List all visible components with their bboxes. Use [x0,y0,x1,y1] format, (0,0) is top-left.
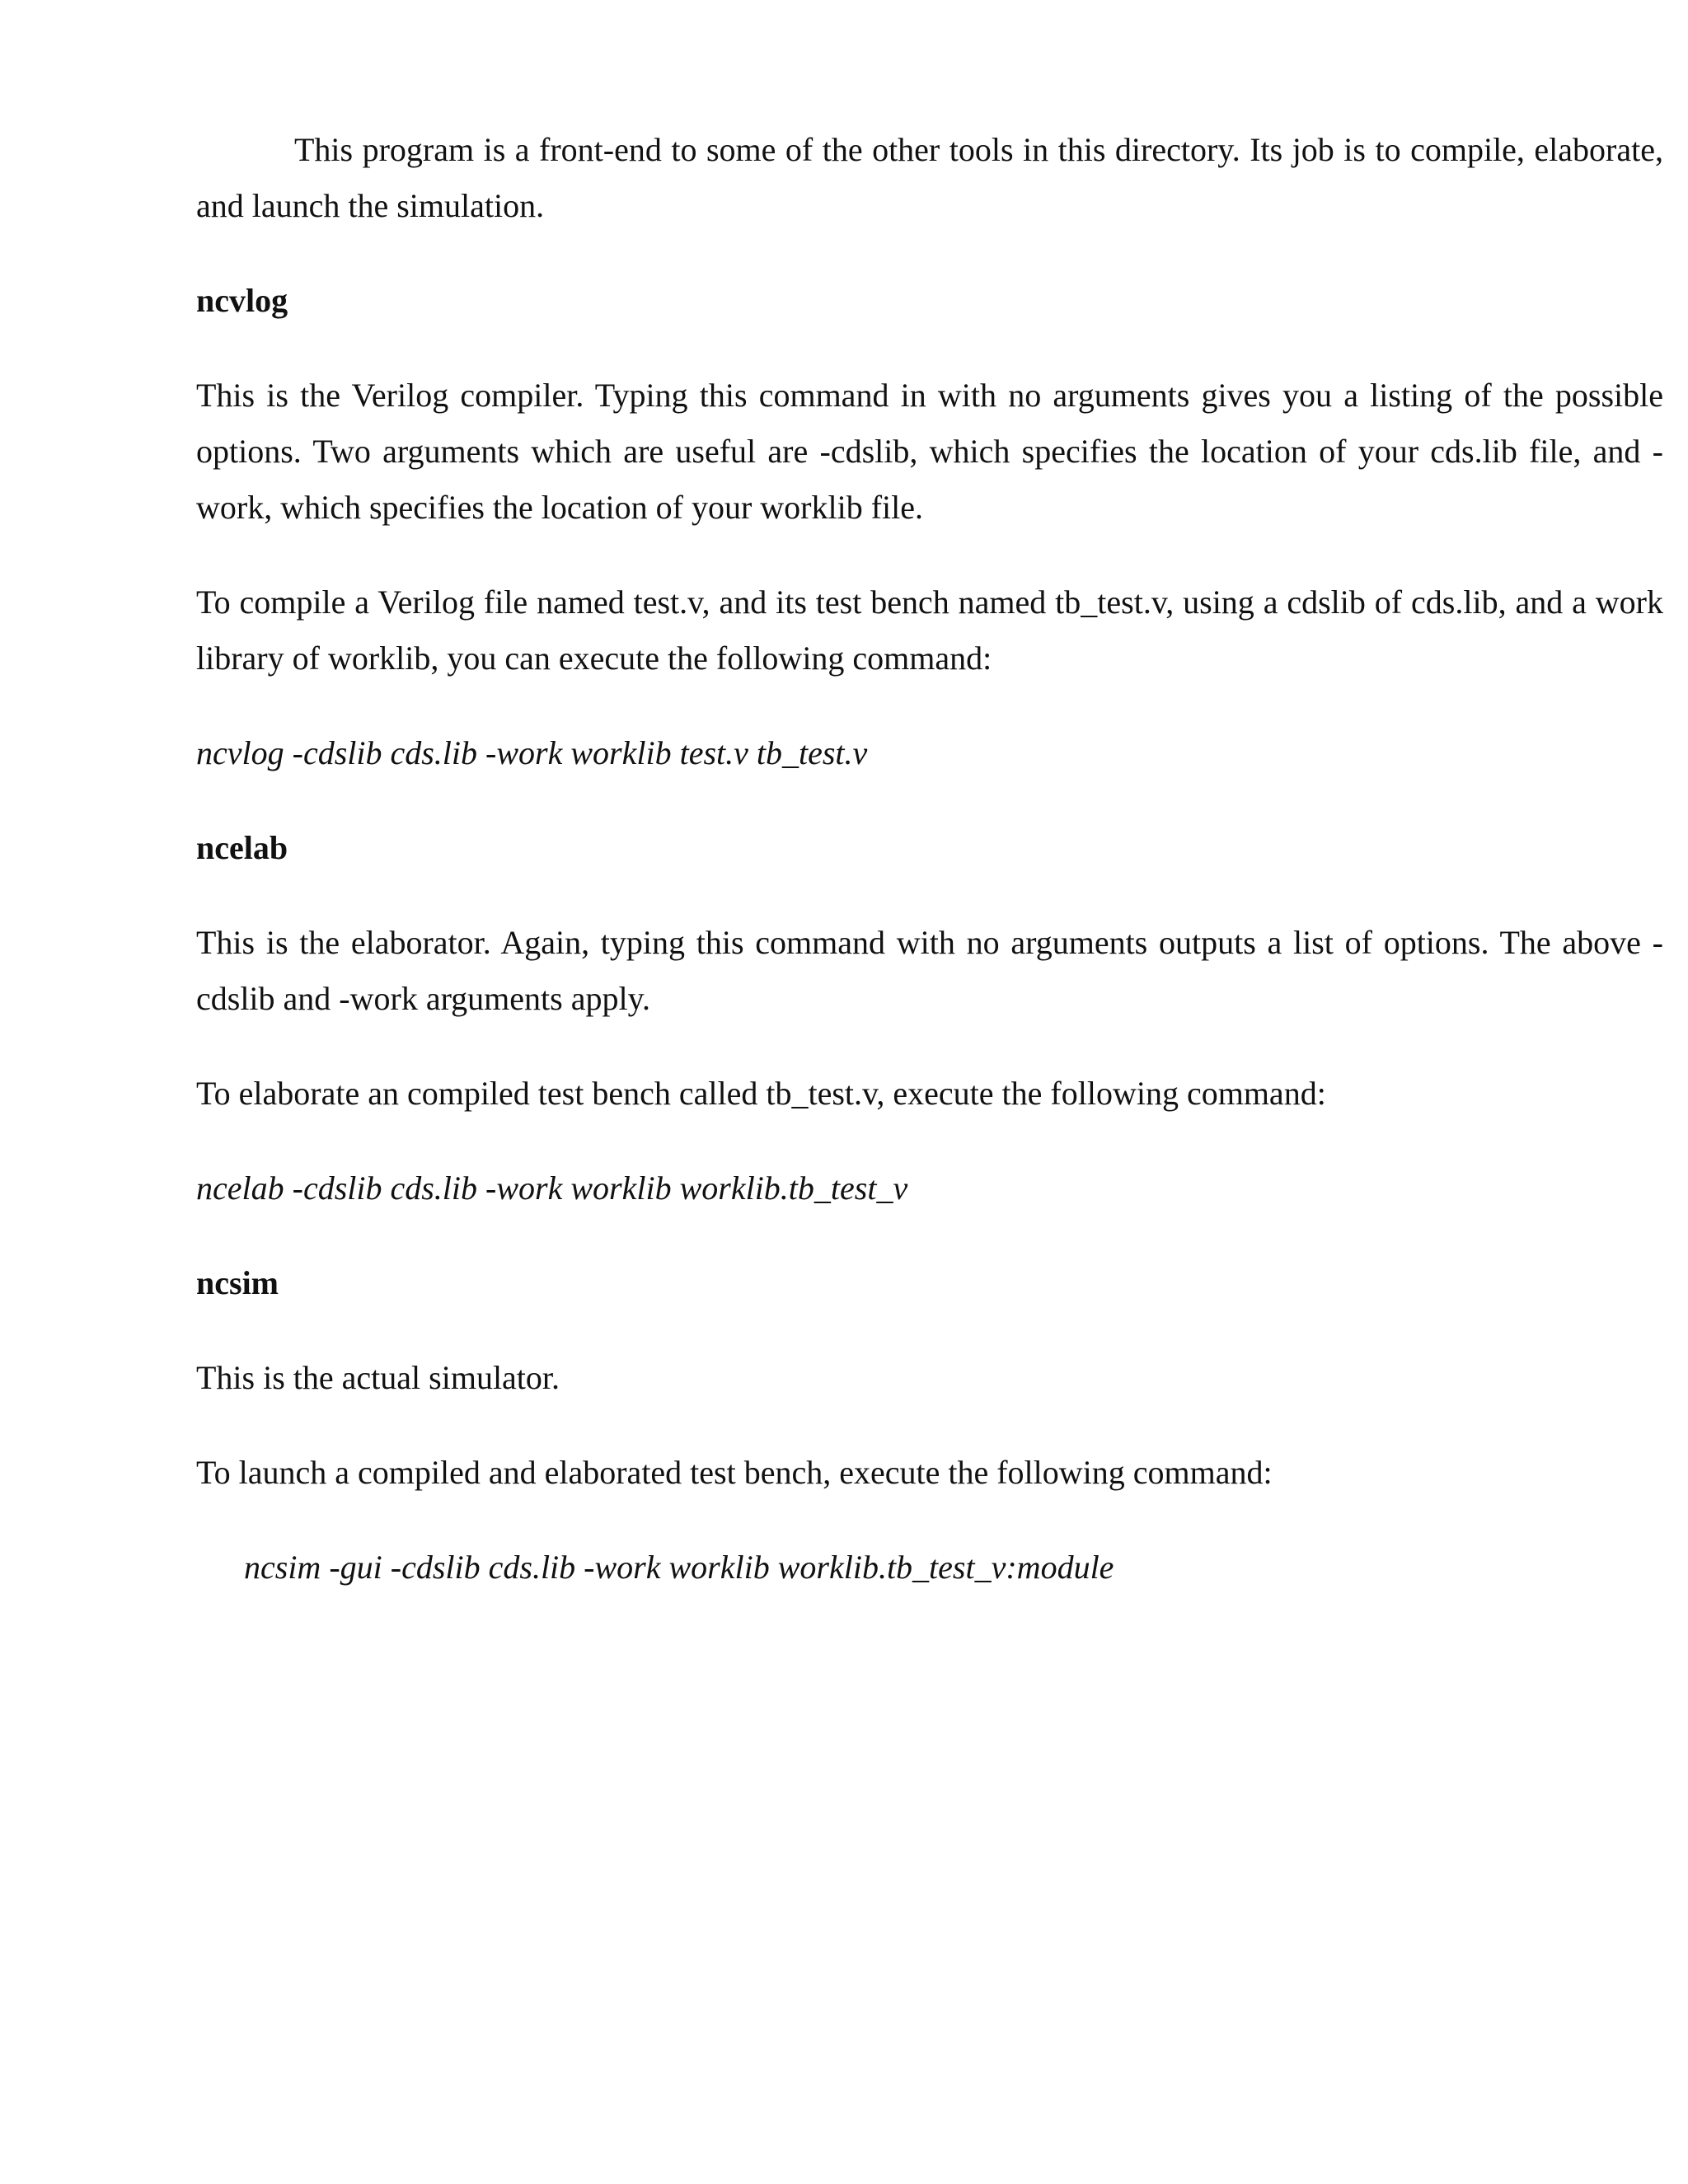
document-body [196,122,1663,1634]
ncvlog-example-text: To compile a Verilog file named test.v, and its test bench named tb_test.v, using a cdslib of cds.lib, and a work library of worklib, you can execute the following command: [196,583,1663,677]
ncelab-command: ncelab -cdslib cds.lib -work worklib worklib.tb_test_v [196,1169,908,1207]
ncsim-example-text: To launch a compiled and elaborated test bench, execute the following command: [196,1454,1273,1491]
ncelab-example-text: To elaborate an compiled test bench called tb_test.v, execute the following command: [196,1075,1326,1112]
section-heading-ncvlog: ncvlog [196,282,288,319]
ncelab-description: This is the elaborator. Again, typing this command with no arguments outputs a list of options. The above -cdslib and -work arguments apply. [196,924,1663,1017]
section-heading-ncelab: ncelab [196,829,288,866]
section-heading-ncsim: ncsim [196,1264,279,1301]
ncsim-command: ncsim -gui -cdslib cds.lib -work worklib worklib.tb_test_v:module [244,1549,1114,1586]
intro-paragraph: This program is a front-end to some of the other tools in this directory. Its job is to compile, elaborate, and launch the simulation. [196,131,1663,224]
ncsim-description: This is the actual simulator. [196,1359,560,1396]
ncvlog-command: ncvlog -cdslib cds.lib -work worklib test.v tb_test.v [196,734,868,771]
ncvlog-description: This is the Verilog compiler. Typing this command in with no arguments gives you a listing of the possible options. Two arguments which are useful are -cdslib, which specifies the location of your cds.lib file, and -work, which specifies the location of your worklib file. [196,377,1663,526]
